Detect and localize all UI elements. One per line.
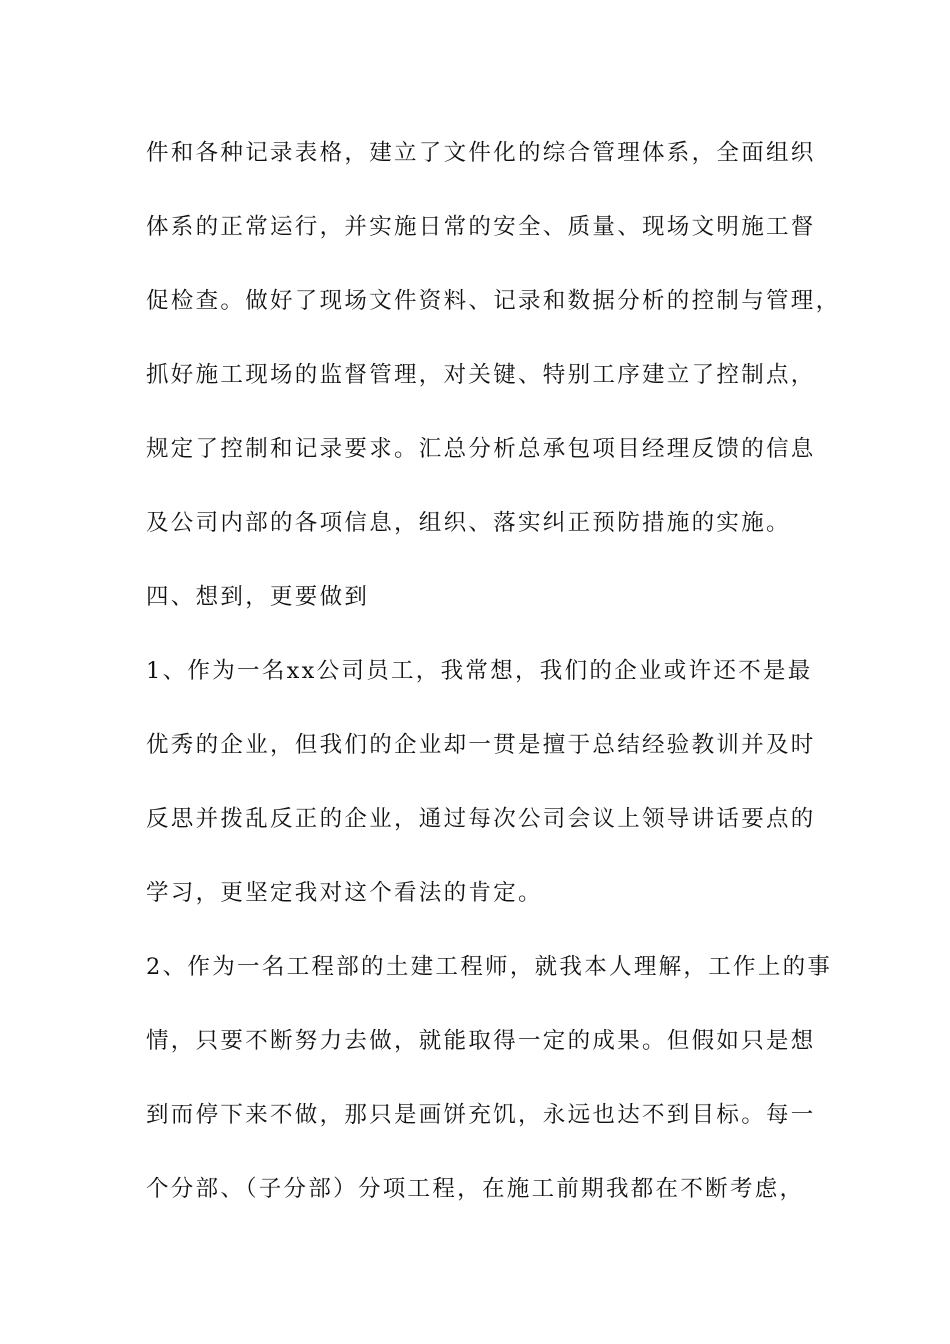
document-body bbox=[146, 128, 841, 1238]
section-heading: 四、想到，更要做到 bbox=[146, 584, 370, 610]
text-line: 2、作为一名工程部的土建工程师，就我本人理解，工作上的事 bbox=[146, 954, 833, 980]
text-line: 1、作为一名xx公司员工，我常想，我们的企业或许还不是最 bbox=[146, 658, 813, 684]
text-line: 抓好施工现场的监督管理，对关键、特别工序建立了控制点， bbox=[146, 362, 816, 388]
text-line: 反思并拨乱反正的企业，通过每次公司会议上领导讲话要点的 bbox=[146, 806, 816, 832]
text-line: 促检查。做好了现场文件资料、记录和数据分析的控制与管理， bbox=[146, 288, 841, 314]
text-line: 规定了控制和记录要求。汇总分析总承包项目经理反馈的信息 bbox=[146, 436, 816, 462]
text-line: 件和各种记录表格，建立了文件化的综合管理体系，全面组织 bbox=[146, 140, 816, 166]
text-line: 学习，更坚定我对这个看法的肯定。 bbox=[146, 880, 543, 906]
text-line: 体系的正常运行，并实施日常的安全、质量、现场文明施工督 bbox=[146, 214, 816, 240]
text-line: 到而停下来不做，那只是画饼充饥，永远也达不到目标。每一 bbox=[146, 1102, 816, 1128]
text-line: 个分部、（子分部）分项工程，在施工前期我都在不断考虑， bbox=[146, 1176, 805, 1202]
text-line: 情，只要不断努力去做，就能取得一定的成果。但假如只是想 bbox=[146, 1028, 816, 1054]
text-line: 及公司内部的各项信息，组织、落实纠正预防措施的实施。 bbox=[146, 510, 791, 536]
text-line: 优秀的企业，但我们的企业却一贯是擅于总结经验教训并及时 bbox=[146, 732, 816, 758]
